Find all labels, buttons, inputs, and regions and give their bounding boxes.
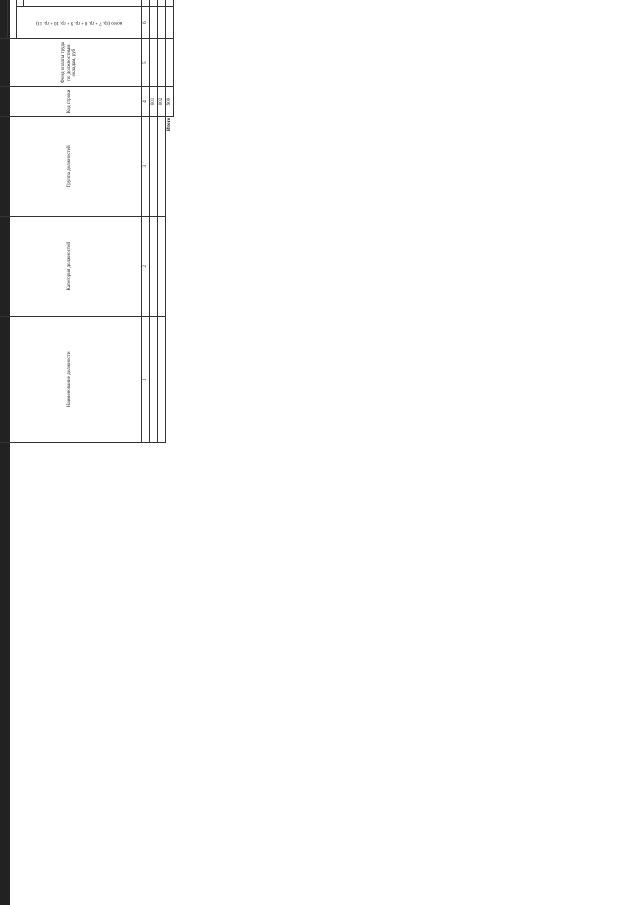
col-number: 3	[142, 116, 150, 216]
total-code: 900	[166, 87, 174, 116]
header-category: Категория должностей	[0, 216, 142, 316]
row-code: 002	[158, 87, 166, 116]
header-total-6: всего (гр. 7 + гр. 8 + гр. 9 + гр. 10 + гр. 11)	[17, 7, 142, 39]
row-code: 001	[150, 87, 158, 116]
header-in-that-1	[17, 0, 24, 7]
col-number: 2	[142, 216, 150, 316]
col-number: 5	[142, 38, 150, 86]
header-c7	[24, 0, 142, 7]
header-salary-fund: Фонд оплаты труда по должностным окладам, руб	[0, 38, 142, 86]
header-group: Группа должностей	[0, 116, 142, 216]
header-row-code: Код строки	[0, 87, 142, 116]
table-row	[150, 0, 158, 443]
total-row	[166, 0, 174, 443]
total-label: Итого	[166, 117, 172, 132]
col-number	[142, 0, 150, 7]
header-extra-payments	[0, 0, 8, 38]
col-number: 4	[142, 87, 150, 116]
rotated-form	[0, 0, 286, 443]
table-row	[158, 0, 166, 443]
col-number: 6	[142, 7, 150, 39]
payroll-table-2	[0, 0, 174, 443]
col-number: 1	[142, 316, 150, 442]
header-position-name: Наименование должности	[0, 316, 142, 442]
header-depend-official	[8, 0, 17, 38]
